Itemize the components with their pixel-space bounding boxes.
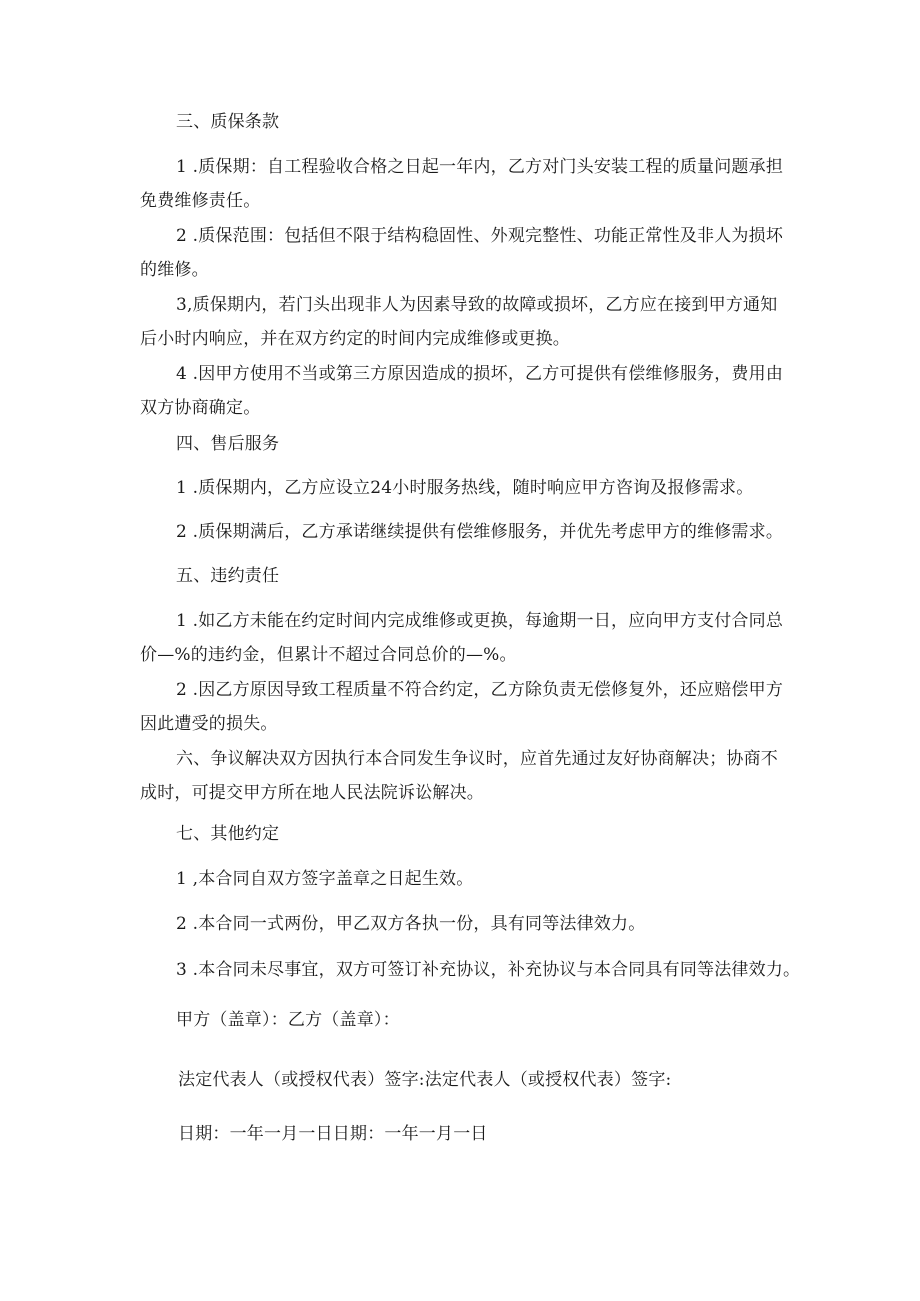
after-sales-item-1: 1 .质保期内，乙方应设立24小时服务热线，随时响应甲方咨询及报修需求。 bbox=[176, 478, 754, 498]
after-sales-item-2: 2 .质保期满后，乙方承诺继续提供有偿维修服务，并优先考虑甲方的维修需求。 bbox=[176, 522, 784, 542]
section-heading-warranty: 三、质保条款 bbox=[176, 112, 280, 132]
warranty-item-4: 4 .因甲方使用不当或第三方原因造成的损坏，乙方可提供有偿维修服务，费用由双方协商确定。 bbox=[140, 364, 784, 418]
signature-dates: 日期：一年一月一日日期：一年一月一日 bbox=[178, 1124, 488, 1144]
signature-representatives: 法定代表人（或授权代表）签字:法定代表人（或授权代表）签字: bbox=[178, 1070, 672, 1090]
warranty-item-2: 2 .质保范围：包括但不限于结构稳固性、外观完整性、功能正常性及非人为损坏的维修。 bbox=[140, 226, 784, 280]
liability-item-1: 1 .如乙方未能在约定时间内完成维修或更换，每逾期一日，应向甲方支付合同总价—%的违约金，但累计不超过合同总价的—%。 bbox=[140, 611, 784, 665]
section-heading-other: 七、其他约定 bbox=[176, 824, 280, 844]
dispute-section: 六、争议解决双方因执行本合同发生争议时，应首先通过友好协商解决；协商不成时，可提交甲方所在地人民法院诉讼解决。 bbox=[140, 749, 778, 803]
warranty-item-1: 1 .质保期：自工程验收合格之日起一年内，乙方对门头安装工程的质量问题承担免费维修责任。 bbox=[140, 157, 784, 211]
signature-parties: 甲方（盖章）：乙方（盖章）： bbox=[176, 1010, 400, 1030]
section-heading-liability: 五、违约责任 bbox=[176, 566, 280, 586]
liability-item-2: 2 .因乙方原因导致工程质量不符合约定，乙方除负责无偿修复外，还应赔偿甲方因此遭受的损失。 bbox=[140, 680, 784, 734]
warranty-item-3: 3,质保期内，若门头出现非人为因素导致的故障或损坏，乙方应在接到甲方通知后小时内响应，并在双方约定的时间内完成维修或更换。 bbox=[140, 295, 778, 349]
other-item-2: 2 .本合同一式两份，甲乙双方各执一份，具有同等法律效力。 bbox=[176, 914, 646, 934]
section-heading-after-sales: 四、售后服务 bbox=[176, 434, 280, 454]
other-item-1: 1 ,本合同自双方签字盖章之日起生效。 bbox=[176, 869, 474, 889]
other-item-3: 3 .本合同未尽事宜，双方可签订补充协议，补充协议与本合同具有同等法律效力。 bbox=[176, 960, 801, 980]
